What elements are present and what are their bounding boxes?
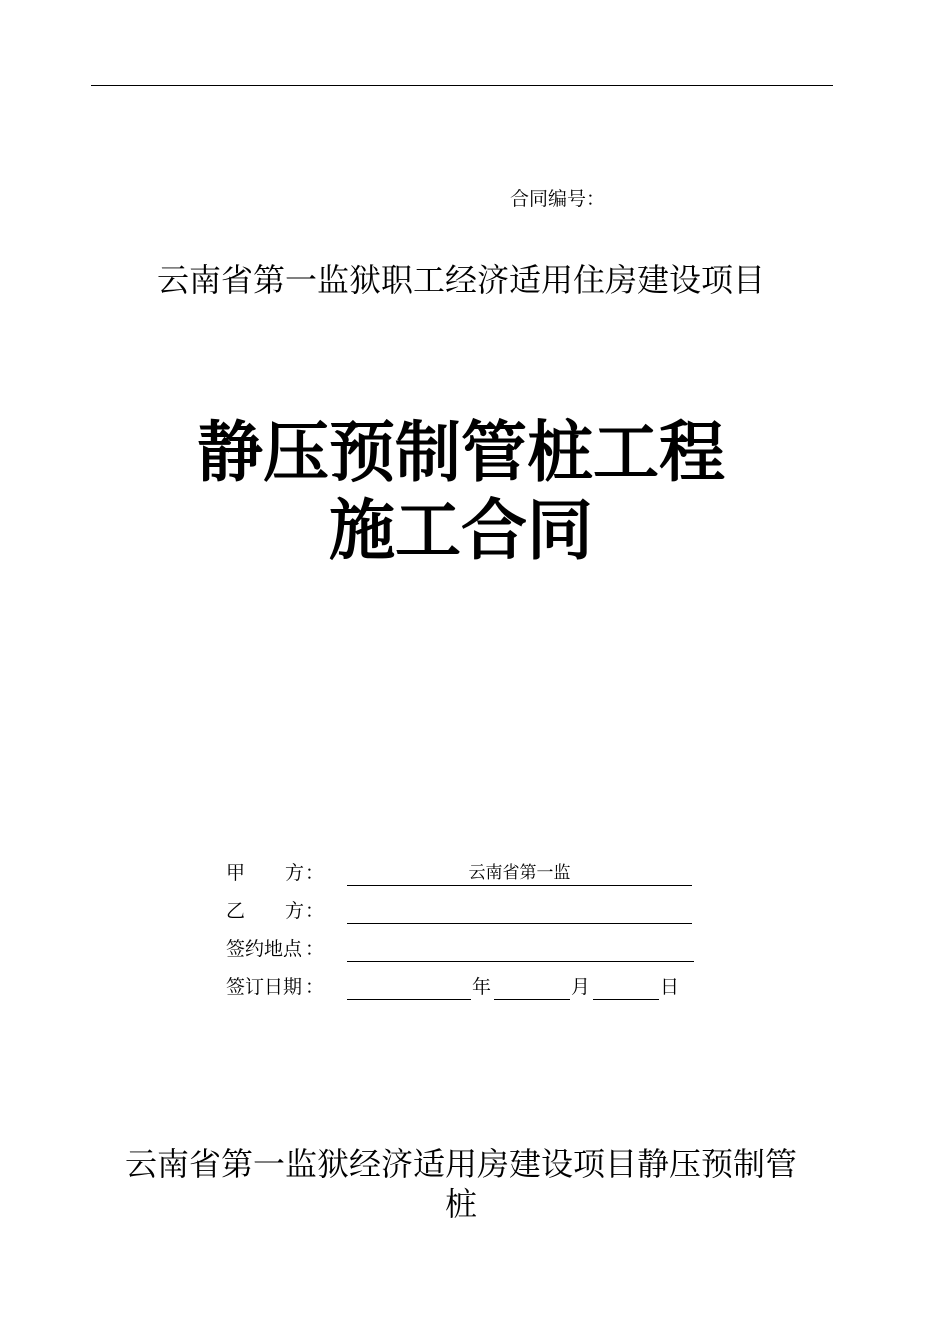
- party-a-label: [226, 859, 304, 887]
- signing-place-row: [226, 935, 706, 963]
- signing-place-label: 签约地点: [226, 938, 303, 960]
- party-b-label: [226, 897, 304, 925]
- date-year-unit: 年: [472, 976, 492, 998]
- date-day-field[interactable]: [593, 973, 659, 1000]
- date-month-unit: 月: [571, 976, 591, 998]
- signing-date-row: [226, 973, 706, 1001]
- date-day-unit: 日: [660, 976, 680, 998]
- party-a-label-char-1: 甲: [226, 862, 246, 884]
- signing-place-field[interactable]: [347, 935, 694, 962]
- main-title-line-1: 静压预制管桩工程: [197, 414, 725, 491]
- project-title: 云南省第一监狱职工经济适用住房建设项目: [156, 261, 765, 299]
- signing-date-colon: ：: [305, 976, 325, 998]
- party-b-row: [226, 897, 706, 925]
- main-title: [0, 414, 922, 570]
- footer-title-line-1: 云南省第一监狱经济适用房建设项目静压预制管: [124, 1145, 797, 1183]
- signing-date-label: 签订日期: [226, 976, 303, 998]
- party-b-field[interactable]: [347, 897, 692, 924]
- party-a-row: [226, 859, 706, 887]
- top-rule: [91, 85, 833, 86]
- footer-title-line-2: 桩: [444, 1185, 477, 1223]
- signing-place-colon: ：: [305, 938, 325, 960]
- party-a-colon: ：: [305, 862, 325, 884]
- party-b-label-char-1: 乙: [226, 900, 246, 922]
- party-b-label-char-2: 方: [284, 900, 304, 922]
- party-a-field[interactable]: 云南省第一监: [347, 859, 692, 886]
- date-month-field[interactable]: [494, 973, 570, 1000]
- party-a-label-char-2: 方: [284, 862, 304, 884]
- party-b-colon: ：: [305, 900, 325, 922]
- date-year-field[interactable]: [347, 973, 471, 1000]
- footer-title: [0, 1144, 922, 1224]
- contract-number-label: 合同编号：: [510, 188, 606, 210]
- main-title-line-2: 施工合同: [329, 492, 593, 569]
